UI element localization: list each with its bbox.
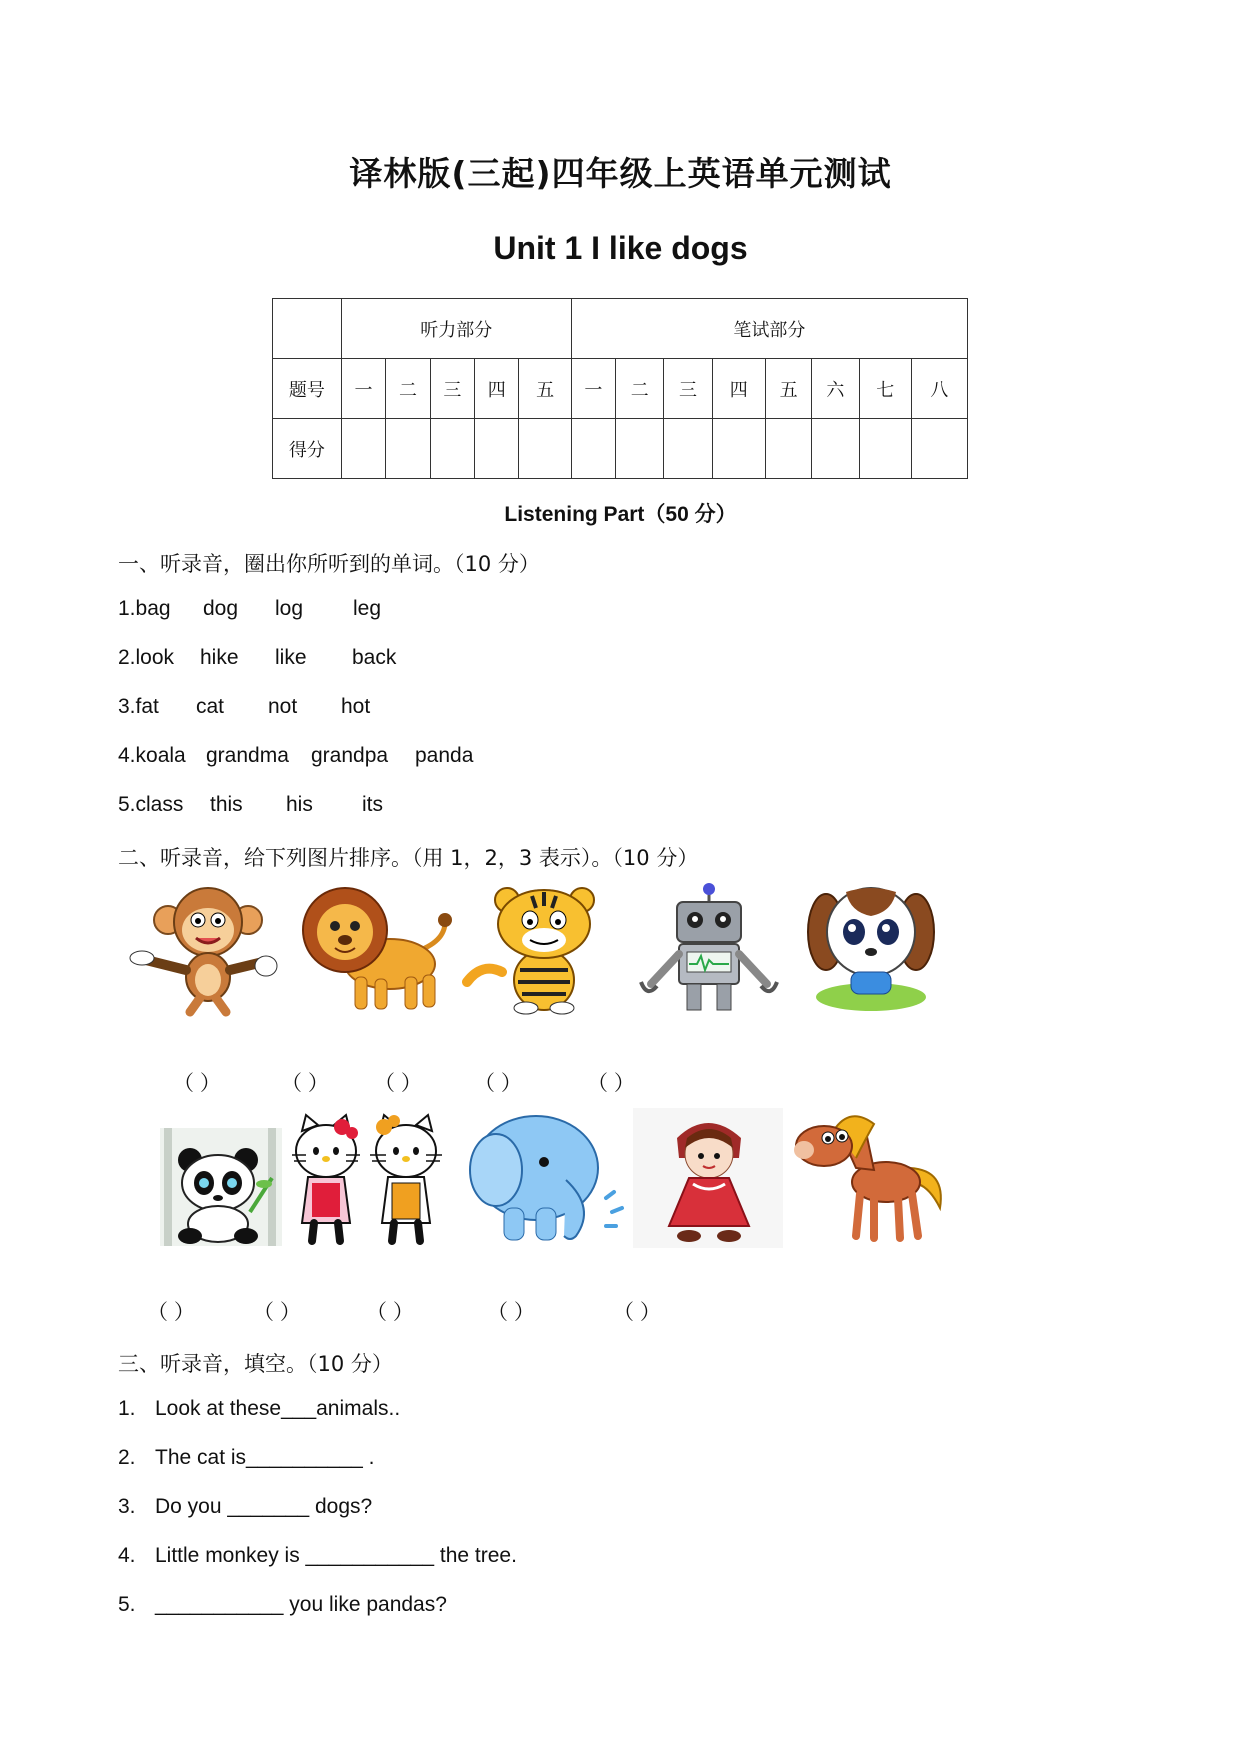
q3-item-number: 5. [118, 1593, 136, 1616]
listening-number: 二 [386, 359, 430, 419]
hello-kitty-picture [368, 1113, 444, 1246]
writing-header: 笔试部分 [571, 299, 967, 359]
q1-word[interactable]: log [275, 597, 304, 620]
writing-number: 七 [859, 359, 911, 419]
hello-kitty-picture [290, 1113, 362, 1246]
answer-paren[interactable]: （ ） [281, 1072, 329, 1095]
writing-number: 五 [765, 359, 811, 419]
q1-word[interactable]: panda [415, 744, 474, 767]
score-row-label: 得分 [273, 419, 342, 479]
lion-picture [295, 882, 455, 1017]
number-row-label: 题号 [273, 359, 342, 419]
puppy-picture [796, 882, 946, 1017]
answer-paren[interactable]: （ ） [147, 1301, 195, 1324]
q1-title: 一、听录音，圈出你所听到的单词。（10 分） [118, 552, 540, 576]
listening-number: 三 [430, 359, 474, 419]
unit-subtitle: Unit 1 I like dogs [493, 230, 748, 266]
listening-number: 五 [519, 359, 571, 419]
q1-word[interactable]: 1.bag [118, 597, 171, 620]
horse-picture [790, 1108, 948, 1248]
q3-item-number: 2. [118, 1446, 136, 1469]
doll-picture [633, 1108, 783, 1248]
q3-item[interactable] [118, 1397, 400, 1421]
q1-word[interactable]: 5.class [118, 793, 184, 816]
answer-paren[interactable]: （ ） [613, 1301, 661, 1324]
q1-word[interactable]: back [352, 646, 397, 669]
score-cell[interactable] [911, 419, 967, 479]
score-table [272, 298, 968, 479]
q3-item-number: 4. [118, 1544, 136, 1567]
writing-number: 一 [571, 359, 615, 419]
q1-word[interactable]: not [268, 695, 298, 718]
q1-word[interactable]: cat [196, 695, 225, 718]
answer-paren[interactable]: （ ） [173, 1072, 221, 1095]
q3-item-text: Look at these___animals.. [155, 1397, 401, 1420]
score-cell[interactable] [765, 419, 811, 479]
score-cell[interactable] [475, 419, 519, 479]
listening-number: 四 [475, 359, 519, 419]
writing-number: 四 [712, 359, 765, 419]
q3-item[interactable] [118, 1495, 372, 1519]
writing-number: 二 [616, 359, 664, 419]
writing-number: 三 [664, 359, 712, 419]
elephant-picture [466, 1108, 626, 1248]
q2-title: 二、听录音，给下列图片排序。（用 1，2，3 表示）。（10 分） [118, 846, 699, 870]
score-cell[interactable] [616, 419, 664, 479]
tiger-picture [462, 882, 622, 1017]
score-cell[interactable] [519, 419, 571, 479]
q1-word[interactable]: hot [341, 695, 371, 718]
answer-paren[interactable]: （ ） [474, 1072, 522, 1095]
answer-paren[interactable]: （ ） [374, 1072, 422, 1095]
answer-paren[interactable]: （ ） [366, 1301, 414, 1324]
q1-word[interactable]: hike [200, 646, 239, 669]
q1-word[interactable]: 4.koala [118, 744, 186, 767]
monkey-picture [128, 882, 288, 1017]
q1-word[interactable]: like [275, 646, 307, 669]
robot-picture [629, 882, 789, 1017]
score-table-corner [273, 299, 342, 359]
writing-number: 八 [911, 359, 967, 419]
q1-word[interactable]: grandma [206, 744, 289, 767]
q3-item[interactable] [118, 1593, 447, 1617]
page-title: 译林版(三起)四年级上英语单元测试 [349, 154, 892, 193]
score-cell[interactable] [812, 419, 859, 479]
q1-word[interactable]: 3.fat [118, 695, 159, 718]
q3-item-text: ___________ you like pandas? [155, 1593, 447, 1616]
q1-word[interactable]: grandpa [311, 744, 389, 767]
score-cell[interactable] [859, 419, 911, 479]
q1-word[interactable]: its [362, 793, 383, 816]
q3-title: 三、听录音，填空。（10 分） [118, 1352, 393, 1376]
score-cell[interactable] [341, 419, 385, 479]
score-cell[interactable] [430, 419, 474, 479]
listening-number: 一 [341, 359, 385, 419]
listening-header: 听力部分 [341, 299, 571, 359]
q3-item[interactable] [118, 1544, 517, 1568]
q1-word[interactable]: 2.look [118, 646, 175, 669]
answer-paren[interactable]: （ ） [487, 1301, 535, 1324]
score-cell[interactable] [712, 419, 765, 479]
q3-item-text: The cat is__________ . [155, 1446, 375, 1469]
q1-word[interactable]: this [210, 793, 243, 816]
answer-paren[interactable]: （ ） [253, 1301, 301, 1324]
q3-item-text: Do you _______ dogs? [155, 1495, 373, 1518]
q1-word[interactable]: leg [353, 597, 382, 620]
q1-word[interactable]: his [286, 793, 313, 816]
q3-item-text: Little monkey is ___________ the tree. [155, 1544, 517, 1567]
writing-number: 六 [812, 359, 859, 419]
q3-item-number: 1. [118, 1397, 136, 1420]
listening-part-heading: Listening Part（50 分） [504, 503, 737, 526]
score-cell[interactable] [664, 419, 712, 479]
q3-item[interactable] [118, 1446, 375, 1470]
panda-picture [160, 1128, 282, 1246]
answer-paren[interactable]: （ ） [587, 1072, 635, 1095]
score-cell[interactable] [571, 419, 615, 479]
q1-word[interactable]: dog [203, 597, 239, 620]
q3-item-number: 3. [118, 1495, 136, 1518]
score-cell[interactable] [386, 419, 430, 479]
